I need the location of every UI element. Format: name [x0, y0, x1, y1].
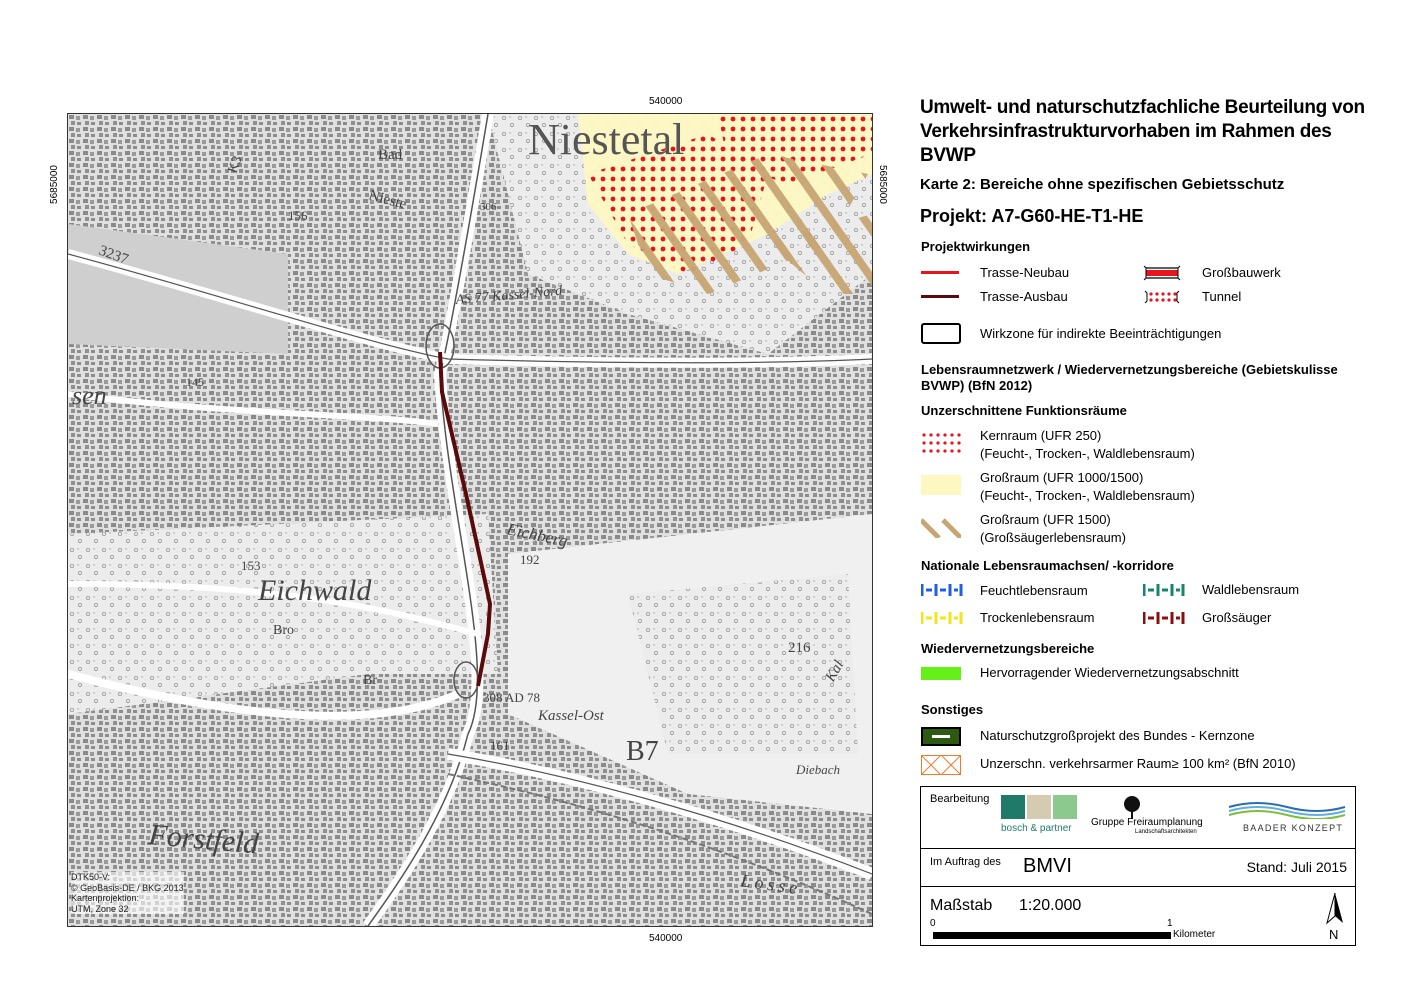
credits-scale-row: [921, 887, 1355, 945]
legend-kernraum-line2: (Feucht-, Trocken-, Waldlebensraum): [980, 446, 1195, 461]
map-label-306: 306: [480, 201, 497, 213]
coord-top: 540000: [649, 96, 683, 107]
note-line-2: © GeoBasis-DE / BKG 2013: [71, 882, 184, 893]
map-label-bad: Bad: [378, 147, 403, 163]
map-label-3237: 3237: [96, 242, 131, 269]
unzerschn-swatch: [921, 755, 961, 775]
grossbauwerk-icon: [1143, 265, 1183, 281]
legend-header-wiedervernetzung: Wiedervernetzungsbereiche: [921, 641, 1095, 656]
legend-grossraum2-line1: Großraum (UFR 1500): [980, 512, 1111, 527]
baader-logo-waves: [1227, 797, 1347, 819]
legend-grossraum1-line1: Großraum (UFR 1000/1500): [980, 470, 1144, 485]
map-label-b7: B7: [626, 736, 659, 767]
map-subtitle: Karte 2: Bereiche ohne spezifischen Gebietsschutz: [920, 176, 1285, 193]
grossraum-ufr1000-swatch: [921, 475, 961, 495]
map-label-eichberg: Eichberg: [505, 519, 570, 551]
coord-bottom: 540000: [649, 933, 683, 944]
trasse-ausbau-swatch: [921, 295, 959, 298]
map-label-kassel-ost: Kassel-Ost: [538, 708, 604, 724]
legend-header-lebensraum: Lebensraumnetzwerk / Wiedervernetzungsbereiche (Gebietskulisse BVWP) (BfN 2012): [921, 362, 1338, 393]
feucht-swatch: [921, 583, 963, 597]
legend-tunnel: Tunnel: [1202, 289, 1242, 304]
trasse-neubau-swatch: [921, 271, 959, 274]
north-label: N: [1329, 927, 1339, 942]
gruppe-logo-subtext: Landschaftsarchitekten: [1135, 829, 1197, 835]
project-id: Projekt: A7-G60-HE-T1-HE: [920, 206, 1144, 226]
legend-grossraum-ufr1500: [980, 511, 1126, 547]
note-line-1: DTK50-V:: [71, 872, 111, 882]
bearbeitung-label: Bearbeitung: [930, 793, 990, 805]
map-label-losse: Losse: [739, 870, 803, 899]
kernraum-swatch: [921, 432, 961, 454]
naturschutz-swatch: [921, 727, 961, 746]
grossraum-ufr1500-swatch: [921, 516, 961, 538]
scale-ratio: 1:20.000: [1019, 897, 1082, 914]
credits-auftrag-row: [921, 849, 1355, 887]
scale-bar: [933, 932, 1171, 939]
map-label-sen: sen: [72, 381, 107, 410]
map-label-diebach: Diebach: [796, 762, 841, 777]
legend-hervorragend: Hervorragender Wiedervernetzungsabschnitt: [980, 665, 1239, 680]
massstab-label: Maßstab: [930, 897, 993, 914]
scale-zero: 0: [930, 918, 936, 929]
bosch-logo-text: bosch & partner: [1001, 823, 1072, 834]
legend-trocken: Trockenlebensraum: [980, 610, 1095, 625]
map-label-161: 161: [490, 738, 510, 753]
map-label-eichwald: Eichwald: [258, 574, 372, 607]
map-label-156: 156: [288, 208, 308, 223]
scale-one: 1: [1167, 918, 1173, 929]
map-label-k3: K3: [225, 154, 246, 176]
credits-bearbeitung-row: [921, 787, 1355, 849]
map-label-br: Br: [363, 673, 377, 688]
coord-left: 5685000: [49, 165, 60, 204]
legend-grossbauwerk: Großbauwerk: [1202, 265, 1281, 280]
map-label-bro: Bro: [273, 623, 294, 638]
map-label-ad78: 308 AD 78: [483, 690, 541, 705]
map-label-forstfeld: Forstfeld: [147, 818, 260, 861]
legend-grossraum2-line2: (Großsäugerlebensraum): [980, 530, 1126, 545]
legend-kernraum: [980, 427, 1195, 463]
legend-naturschutz: Naturschutzgroßprojekt des Bundes - Kernzone: [980, 728, 1255, 743]
wald-swatch: [1143, 583, 1185, 597]
map-label-as77: AS 77 Kassel-Nord: [455, 283, 563, 308]
baader-logo-text: BAADER KONZEPT: [1243, 823, 1344, 833]
map-label-nieste: Nieste: [366, 187, 409, 213]
legend-grossraum-ufr1000: [980, 469, 1195, 505]
map-label-153: 153: [241, 558, 261, 573]
wirkzone-swatch: [921, 323, 961, 344]
legend-feucht: Feuchtlebensraum: [980, 583, 1088, 598]
legend-grosssaeuger: Großsäuger: [1202, 610, 1272, 625]
legend-grossraum1-line2: (Feucht-, Trocken-, Waldlebensraum): [980, 488, 1195, 503]
legend-header-sonstiges: Sonstiges: [921, 702, 984, 717]
legend-unzerschn: Unzerschn. verkehrsarmer Raum≥ 100 km² (BfN 2010): [980, 756, 1296, 771]
trocken-swatch: [921, 611, 963, 625]
note-line-4: UTM, Zone 32: [71, 903, 129, 914]
map-title: Umwelt- und naturschutzfachliche Beurteilung von Verkehrsinfrastrukturvorhaben im Rahmen des BVWP: [920, 97, 1365, 166]
map-label-niestetal: Niestetal: [528, 115, 685, 164]
bosch-logo-block-2: [1027, 795, 1051, 819]
map-label-145: 145: [186, 375, 204, 389]
credits-box: [920, 786, 1356, 946]
coord-right: 5685000: [877, 165, 888, 204]
legend-wald: Waldlebensraum: [1202, 582, 1300, 597]
note-line-3: Kartenprojektion:: [71, 893, 140, 903]
gruppe-logo-text: Gruppe Freiraumplanung: [1091, 817, 1203, 828]
map-label-216: 216: [788, 640, 811, 656]
bosch-logo-block-3: [1053, 795, 1077, 819]
stand-date: Stand: Juli 2015: [1246, 859, 1347, 875]
grosssaeuger-swatch: [1143, 611, 1185, 625]
map-view[interactable]: [67, 113, 873, 927]
auftrag-label: Im Auftrag des: [930, 856, 1001, 868]
map-canvas: [68, 114, 872, 926]
legend-header-achsen: Nationale Lebensraumachsen/ -korridore: [921, 558, 1174, 573]
bosch-logo-block-1: [1001, 795, 1025, 819]
legend-header-unzerschnitten: Unzerschnittene Funktionsräume: [921, 403, 1127, 418]
map-label-kal: Kal: [822, 657, 848, 685]
map-label-192: 192: [520, 552, 540, 567]
legend-kernraum-line1: Kernraum (UFR 250): [980, 428, 1102, 443]
legend-trasse-ausbau: Trasse-Ausbau: [980, 289, 1068, 304]
legend-trasse-neubau: Trasse-Neubau: [980, 265, 1070, 280]
map-source-note: [71, 872, 184, 914]
kilometer-label: Kilometer: [1173, 929, 1216, 940]
north-arrow-icon: [1323, 891, 1347, 927]
tunnel-icon: [1143, 289, 1183, 305]
auftraggeber: BMVI: [1023, 855, 1072, 877]
legend-wirkzone: Wirkzone für indirekte Beeinträchtigungen: [980, 326, 1222, 341]
hervorragend-swatch: [921, 667, 961, 680]
legend-header-projektwirkungen: Projektwirkungen: [921, 239, 1031, 254]
